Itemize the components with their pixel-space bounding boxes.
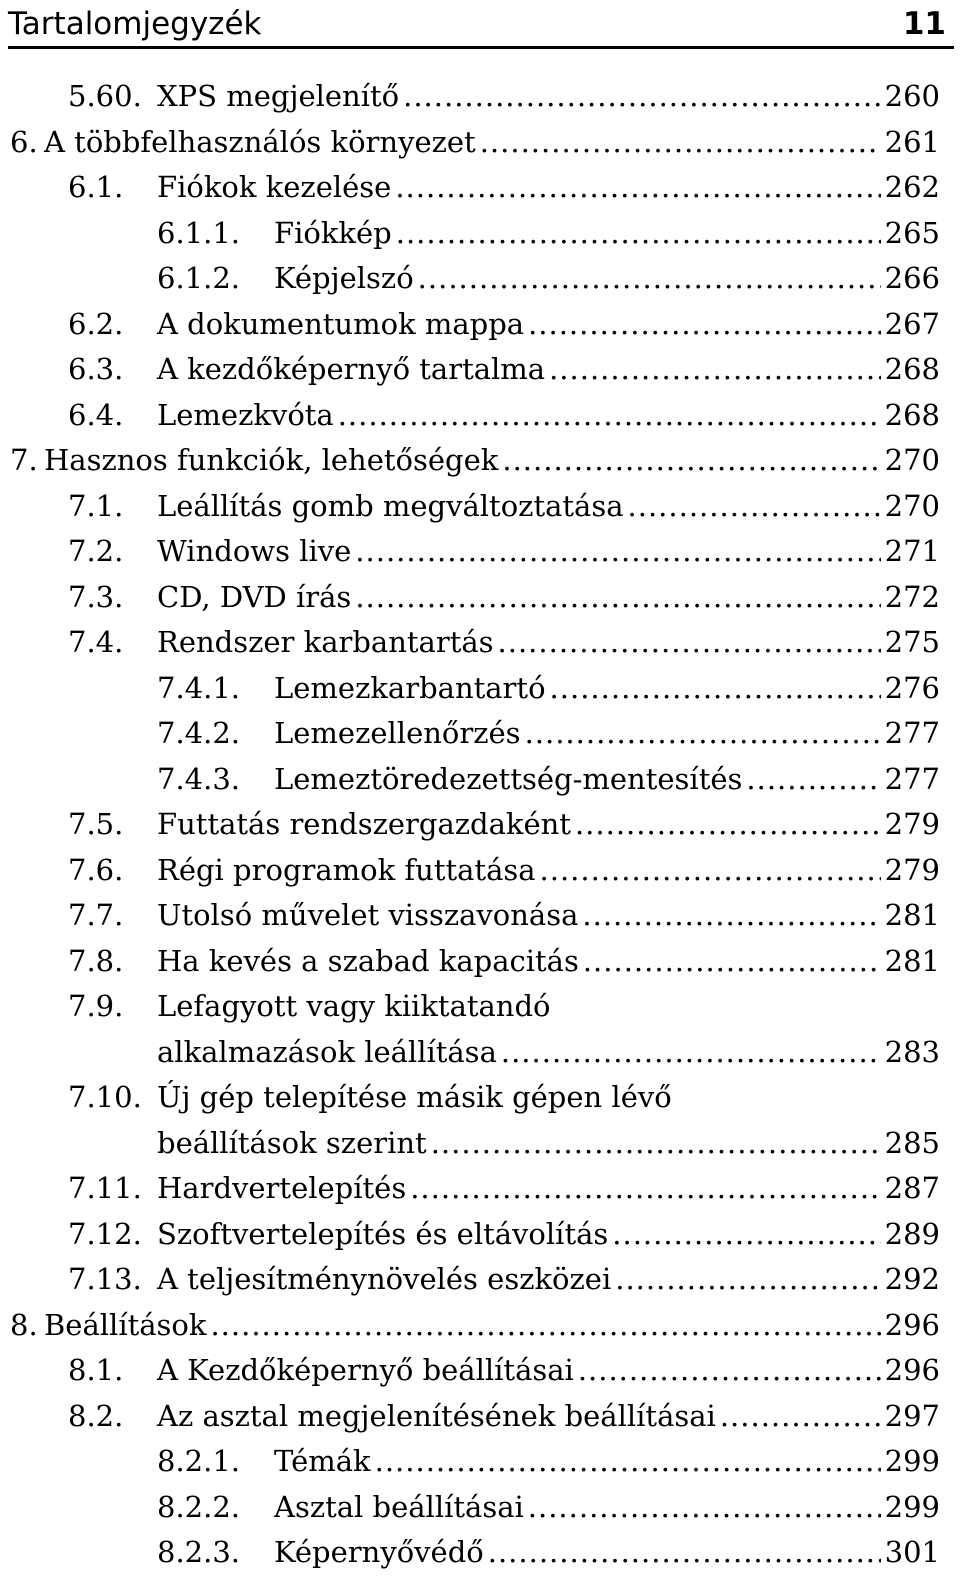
toc-entry-page: 281 [884,898,940,932]
toc-entry-number: 6.1.2. [157,261,241,295]
table-of-contents [0,74,960,1576]
toc-entry-title: A teljesítménynövelés eszközei [157,1262,612,1296]
toc-entry-title: Képjelszó [274,261,414,295]
toc-entry-number: 7.6. [68,852,124,887]
toc-entry-number: 7.4. [68,625,124,659]
toc-entry-title-first-line: Új gép telepítése másik gépen lévő [157,1080,672,1114]
toc-leader-dots [355,529,880,575]
toc-entry-number: 7.10. [68,1080,142,1114]
toc-entry-title: Lemeztöredezettség-mentesítés [274,761,743,796]
toc-entry-title-line [157,393,940,439]
toc-leader-dots [502,438,880,484]
toc-entry [0,120,960,166]
toc-entry-page: 297 [884,1398,940,1433]
toc-leader-dots [525,711,881,757]
toc-entry-title: Rendszer karbantartás [157,625,494,659]
toc-entry [0,848,960,894]
toc-entry-number: 7.11. [68,1171,142,1205]
toc-leader-dots [210,1303,880,1349]
toc-entry-title: Hardvertelepítés [157,1171,407,1205]
toc-leader-dots [720,1394,881,1440]
toc-entry [0,1257,960,1303]
toc-leader-dots [612,1212,880,1258]
toc-entry [0,575,960,621]
toc-entry-page: 270 [884,443,940,477]
toc-entry-number: 6.3. [68,352,124,386]
toc-entry-number: 6.2. [68,306,124,341]
toc-entry [0,1212,960,1258]
toc-entry [0,939,960,985]
toc-entry-title-line [274,757,940,803]
toc-entry-page: 270 [884,488,940,523]
toc-entry-title-first-line: Lefagyott vagy kiiktatandó [157,989,551,1023]
toc-entry-title: XPS megjelenítő [157,79,400,113]
toc-leader-dots [338,393,881,439]
toc-entry-number: 7.1. [68,488,124,523]
toc-entry-number: 6.1.1. [157,215,241,250]
toc-entry-number: 7.8. [68,943,124,978]
toc-entry-title: Régi programok futtatása [157,852,536,887]
toc-leader-dots [578,1348,881,1394]
toc-entry-page: 276 [884,670,940,705]
toc-entry-title-line [157,165,940,211]
toc-entry-title-line [10,1303,940,1349]
page-header [0,0,960,52]
toc-entry-title: Fiókkép [274,215,392,250]
toc-entry-title-line [157,302,940,348]
toc-leader-dots [375,1439,881,1485]
toc-entry-title: A kezdőképernyő tartalma [157,352,546,386]
toc-entry-title-line [157,1348,940,1394]
toc-leader-dots [746,757,880,803]
toc-entry-page: 277 [884,761,940,796]
header-title: Tartalomjegyzék [8,6,262,42]
toc-entry-title: Hasznos funkciók, lehetőségek [44,443,499,477]
toc-entry-number: 7.12. [68,1216,142,1251]
toc-entry [0,1394,960,1440]
toc-entry [0,711,960,757]
toc-entry-title: Futtatás rendszergazdaként [157,807,571,841]
toc-entry-title-line [157,1257,940,1303]
toc-entry-title-line [157,939,940,985]
toc-entry-title-line [10,438,940,484]
toc-entry-number: 7.5. [68,807,124,841]
toc-entry-number: 6.1. [68,170,124,204]
toc-leader-dots [431,1121,881,1167]
toc-entry [0,1530,960,1576]
toc-leader-dots [528,302,881,348]
toc-entry-title: Lemezkarbantartó [274,670,546,705]
toc-entry [0,211,960,257]
toc-entry [0,666,960,712]
toc-leader-dots [410,1166,880,1212]
toc-entry [0,893,960,939]
toc-entry-title-line [157,484,940,530]
toc-entry [0,529,960,575]
toc-entry-title: A Kezdőképernyő beállításai [157,1353,574,1387]
toc-entry-title-line [157,984,940,1030]
toc-entry-page: 265 [884,215,940,250]
toc-entry-title-line [157,1394,940,1440]
toc-leader-dots [549,347,881,393]
toc-entry-title-line [274,211,940,257]
toc-entry-page: 281 [884,943,940,978]
toc-entry [0,1303,960,1349]
toc-entry [0,1348,960,1394]
toc-leader-dots [583,939,881,985]
toc-leader-dots [540,848,881,894]
toc-leader-dots [480,120,881,166]
toc-leader-dots [395,165,880,211]
toc-entry-title: CD, DVD írás [157,579,352,614]
toc-entry-title-line [274,666,940,712]
toc-leader-dots [498,620,881,666]
toc-entry-number: 6. [10,124,38,159]
toc-entry [0,802,960,848]
toc-entry [0,1075,960,1121]
toc-entry-title: Asztal beállításai [274,1489,524,1524]
toc-entry-title-line [274,256,940,302]
toc-entry-number: 7.3. [68,579,124,614]
toc-entry [0,757,960,803]
toc-leader-dots [550,666,881,712]
toc-leader-dots [396,211,881,257]
toc-entry-title-line [157,620,940,666]
toc-entry-continuation [0,1030,960,1076]
toc-entry-page: 296 [884,1353,940,1387]
toc-leader-dots [575,802,881,848]
toc-entry-title-line [157,848,940,894]
toc-entry-page: 296 [884,1307,940,1342]
toc-entry-title-line [157,347,940,393]
toc-entry-title: Az asztal megjelenítésének beállításai [157,1398,716,1433]
toc-entry [0,620,960,666]
toc-leader-dots [528,1485,881,1531]
toc-entry-page: 262 [884,170,940,204]
toc-entry-title-line [274,1485,940,1531]
toc-entry-page: 289 [884,1216,940,1251]
toc-entry [0,302,960,348]
toc-entry-page: 271 [884,534,940,568]
toc-entry-title-line [157,1166,940,1212]
toc-entry-number: 8.2.2. [157,1489,241,1524]
toc-entry-number: 5.60. [68,79,142,113]
toc-entry-number: 8.1. [68,1353,124,1387]
toc-entry [0,484,960,530]
toc-entry-title: Szoftvertelepítés és eltávolítás [157,1216,609,1251]
toc-entry-number: 7.7. [68,898,124,932]
toc-entry-title-line [274,711,940,757]
toc-entry-page: 299 [884,1489,940,1524]
toc-entry [0,347,960,393]
toc-entry-title: Beállítások [44,1307,207,1342]
toc-entry-page: 277 [884,716,940,750]
toc-entry-title-line [157,1030,940,1076]
toc-entry-title-line [157,74,940,120]
toc-entry-number: 7.4.3. [157,761,241,796]
toc-entry-title-line [157,802,940,848]
toc-entry [0,74,960,120]
toc-entry-page: 301 [884,1535,940,1569]
toc-entry [0,393,960,439]
toc-entry-page: 268 [884,352,940,386]
toc-entry-title: Lemezellenőrzés [274,716,521,750]
toc-entry-page: 279 [884,807,940,841]
toc-entry-page: 268 [884,397,940,432]
toc-entry-title: beállítások szerint [157,1125,427,1160]
toc-entry-page: 267 [884,306,940,341]
toc-leader-dots [582,893,880,939]
toc-entry-number: 8.2. [68,1398,124,1433]
toc-entry [0,1439,960,1485]
toc-entry-page: 287 [884,1171,940,1205]
toc-leader-dots [355,575,880,621]
toc-entry-title: Képernyővédő [274,1535,484,1569]
toc-leader-dots [488,1530,881,1576]
toc-entry-title-line [157,893,940,939]
toc-entry-number: 7.4.1. [157,670,241,705]
toc-entry-title-line [157,1212,940,1258]
toc-entry-page: 261 [884,124,940,159]
toc-entry-page: 283 [884,1034,940,1069]
toc-entry-title: alkalmazások leállítása [157,1034,497,1069]
toc-entry-number: 7.13. [68,1262,142,1296]
toc-entry-number: 8.2.1. [157,1444,241,1478]
toc-entry-continuation [0,1121,960,1167]
toc-entry-title-line [157,1075,940,1121]
toc-entry-title-line [157,575,940,621]
toc-entry-page: 279 [884,852,940,887]
toc-entry-title: A dokumentumok mappa [157,306,525,341]
toc-leader-dots [615,1257,880,1303]
toc-entry-title: Lemezkvóta [157,397,334,432]
toc-entry-number: 8. [10,1307,38,1342]
toc-entry-title-line [157,529,940,575]
toc-entry [0,256,960,302]
toc-entry [0,165,960,211]
toc-entry-number: 7. [10,443,38,477]
toc-entry-page: 292 [884,1262,940,1296]
toc-leader-dots [501,1030,881,1076]
toc-entry [0,984,960,1030]
toc-entry-title: Utolsó művelet visszavonása [157,898,579,932]
toc-entry-title: Fiókok kezelése [157,170,392,204]
toc-leader-dots [628,484,881,530]
toc-entry-number: 7.9. [68,989,124,1023]
header-page-number: 11 [902,6,946,42]
toc-entry-title-line [10,120,940,166]
toc-entry [0,1485,960,1531]
toc-entry-number: 8.2.3. [157,1535,241,1569]
toc-entry-page: 272 [884,579,940,614]
toc-entry-page: 299 [884,1444,940,1478]
toc-entry-page: 260 [884,79,940,113]
toc-entry-title-line [274,1530,940,1576]
header-rule [8,46,954,49]
toc-entry [0,438,960,484]
toc-entry-title: Ha kevés a szabad kapacitás [157,943,579,978]
toc-leader-dots [418,256,881,302]
toc-entry [0,1166,960,1212]
toc-entry-title: Leállítás gomb megváltoztatása [157,488,624,523]
toc-entry-title-line [274,1439,940,1485]
toc-entry-title: A többfelhasználós környezet [44,124,476,159]
toc-entry-number: 7.4.2. [157,716,241,750]
toc-entry-number: 7.2. [68,534,124,568]
toc-entry-page: 266 [884,261,940,295]
toc-leader-dots [403,74,881,120]
toc-entry-page: 275 [884,625,940,659]
toc-entry-title: Témák [274,1444,371,1478]
toc-entry-page: 285 [884,1125,940,1160]
toc-entry-title: Windows live [157,534,352,568]
toc-entry-number: 6.4. [68,397,124,432]
toc-entry-title-line [157,1121,940,1167]
